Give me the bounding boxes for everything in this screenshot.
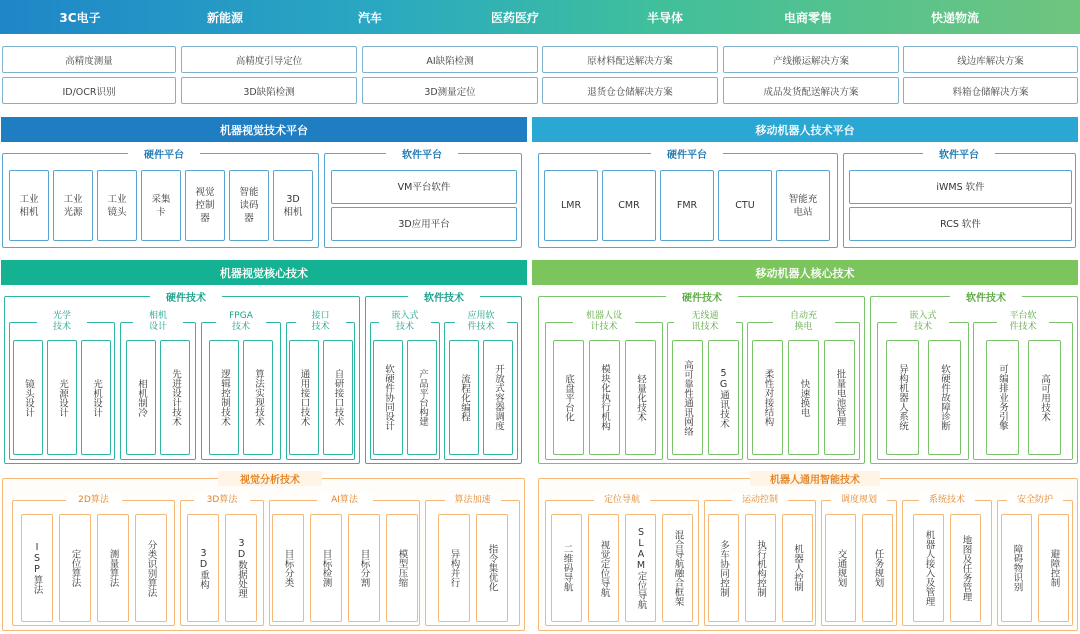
vision-analysis-item[interactable]: 测量算法 (97, 514, 129, 622)
vision-analysis-item[interactable]: 分类识别算法 (135, 514, 167, 622)
industry-header (0, 0, 1080, 34)
robot-intel-item[interactable]: 机器人接入及管理 (913, 514, 944, 622)
robot-intel-item[interactable]: 机器人控制 (782, 514, 813, 622)
robot-intel-item[interactable]: 混合导航融合框架 (662, 514, 693, 622)
iwms-software[interactable]: iWMS 软件 (849, 170, 1072, 204)
industry-new-energy[interactable]: 新能源 (206, 10, 243, 25)
robot-intel-item[interactable]: 任务规划 (862, 514, 893, 622)
vision-analysis-item[interactable]: 3D数据处理 (225, 514, 257, 622)
mr-software-platform-title: 软件平台 (923, 146, 995, 161)
mr-core-title: 移动机器人核心技术 (532, 260, 1078, 285)
solution-card[interactable]: 料箱仓储解决方案 (903, 77, 1078, 104)
vision-analysis-item[interactable]: 目标分类 (272, 514, 304, 622)
mv-core-hw-item[interactable]: 算法实现技术 (243, 340, 273, 455)
robot-intelligence-title: 机器人通用智能技术 (750, 471, 880, 486)
mr-core-sw-item[interactable]: 异构机器人系统 (886, 340, 919, 455)
robot-intel-item[interactable]: 地图及任务管理 (950, 514, 981, 622)
mv-core-hw-group-title: 接口 技术 (296, 310, 346, 334)
mv-hardware-item[interactable]: 工业 相机 (9, 170, 49, 241)
mr-core-sw-group-title: 平台软 件技术 (997, 310, 1049, 334)
mr-core-hw-item[interactable]: 高可靠性通讯网络 (672, 340, 703, 455)
mr-hardware-item[interactable]: CTU (718, 170, 772, 241)
mr-core-hw-group-title: 无线通 讯技术 (674, 310, 736, 334)
robot-intel-group-title: 定位导航 (594, 493, 650, 507)
mr-hardware-item[interactable]: LMR (544, 170, 598, 241)
mv-core-software-title: 软件技术 (408, 289, 480, 304)
industry-automotive[interactable]: 汽车 (357, 10, 382, 25)
mv-core-hw-item[interactable]: 相机制冷 (126, 340, 156, 455)
mr-core-hw-group-title: 自动充 换电 (773, 310, 835, 334)
mv-hardware-platform-title: 硬件平台 (128, 146, 200, 161)
vision-analysis-item[interactable]: ISP算法 (21, 514, 53, 622)
solution-card[interactable]: 退货仓仓储解决方案 (542, 77, 718, 104)
solution-card[interactable]: AI缺陷检测 (362, 46, 538, 73)
vision-analysis-group-title: 3D算法 (194, 493, 250, 507)
mv-core-sw-group-title: 应用软 件技术 (455, 310, 507, 334)
vision-analysis-item[interactable]: 3D重构 (187, 514, 219, 622)
mr-core-hw-item[interactable]: 柔性对接结构 (752, 340, 783, 455)
vision-analysis-title: 视觉分析技术 (218, 471, 322, 486)
robot-intel-item[interactable]: 避障控制 (1038, 514, 1069, 622)
mv-core-hw-item[interactable]: 自研接口技术 (323, 340, 353, 455)
mr-hardware-platform-title: 硬件平台 (651, 146, 723, 161)
mv-hardware-item[interactable]: 3D 相机 (273, 170, 313, 241)
vision-analysis-group-title: 2D算法 (66, 493, 122, 507)
vision-analysis-group-title: AI算法 (317, 493, 373, 507)
mv-core-sw-group-title: 嵌入式 技术 (379, 310, 431, 334)
mv-core-hw-item[interactable]: 通用接口技术 (289, 340, 319, 455)
mr-core-hw-group-title: 机器人设 计技术 (573, 310, 635, 334)
mv-core-hw-group-title: FPGA 技术 (216, 310, 266, 334)
robot-intel-item[interactable]: 交通规划 (825, 514, 856, 622)
mv-software-platform-title: 软件平台 (386, 146, 458, 161)
rcs-software[interactable]: RCS 软件 (849, 207, 1072, 241)
mv-hardware-item[interactable]: 视觉 控制 器 (185, 170, 225, 241)
vision-analysis-item[interactable]: 指令集优化 (476, 514, 508, 622)
robot-intel-group-title: 系统技术 (919, 493, 975, 507)
mr-hardware-item[interactable]: CMR (602, 170, 656, 241)
mr-core-software-title: 软件技术 (950, 289, 1022, 304)
mv-platform-title: 机器视觉技术平台 (1, 117, 527, 142)
vision-analysis-item[interactable]: 目标检测 (310, 514, 342, 622)
solution-card[interactable]: 3D测量定位 (362, 77, 538, 104)
vision-analysis-item[interactable]: 目标分割 (348, 514, 380, 622)
mr-core-hw-item[interactable]: 批量电池管理 (824, 340, 855, 455)
mr-core-sw-item[interactable]: 软硬件故障诊断 (928, 340, 961, 455)
mr-core-sw-item[interactable]: 高可用技术 (1028, 340, 1061, 455)
robot-intel-group-title: 调度规划 (831, 493, 887, 507)
solution-card[interactable]: 成品发货配送解决方案 (723, 77, 899, 104)
mr-core-hw-item[interactable]: 底盘平台化 (553, 340, 584, 455)
robot-intel-group-title: 安全防护 (1007, 493, 1063, 507)
mr-platform-title: 移动机器人技术平台 (532, 117, 1078, 142)
industry-logistics[interactable]: 快递物流 (930, 10, 979, 25)
mr-hardware-item[interactable]: 智能充 电站 (776, 170, 830, 241)
solution-card[interactable]: 线边库解决方案 (903, 46, 1078, 73)
robot-intel-item[interactable]: 执行机构控制 (745, 514, 776, 622)
mv-core-hw-item[interactable]: 逻辑控制技术 (209, 340, 239, 455)
solution-card[interactable]: 原材料配送解决方案 (542, 46, 718, 73)
mv-core-sw-item[interactable]: 软硬件协同设计 (373, 340, 403, 455)
mv-hardware-item[interactable]: 智能 读码 器 (229, 170, 269, 241)
mr-core-hardware-title: 硬件技术 (666, 289, 738, 304)
robot-intel-item[interactable]: 障碍物识别 (1001, 514, 1032, 622)
mv-hardware-item[interactable]: 采集 卡 (141, 170, 181, 241)
robot-intel-item[interactable]: 多车协同控制 (708, 514, 739, 622)
solution-card[interactable]: 3D缺陷检测 (181, 77, 357, 104)
solution-card[interactable]: 高精度引导定位 (181, 46, 357, 73)
mr-core-hw-item[interactable]: 模块化执行机构 (589, 340, 620, 455)
vision-analysis-item[interactable]: 定位算法 (59, 514, 91, 622)
mr-core-sw-group-title: 嵌入式 技术 (897, 310, 949, 334)
mv-core-hw-group-title: 相机 设计 (133, 310, 183, 334)
mv-core-hw-item[interactable]: 光源设计 (47, 340, 77, 455)
solution-card[interactable]: 高精度测量 (2, 46, 176, 73)
3d-application-platform[interactable]: 3D应用平台 (331, 207, 517, 241)
mr-core-hw-item[interactable]: 轻量化技术 (625, 340, 656, 455)
mr-core-sw-item[interactable]: 可编排业务引擎 (986, 340, 1019, 455)
solution-card[interactable]: ID/OCR识别 (2, 77, 176, 104)
mv-core-title: 机器视觉核心技术 (1, 260, 527, 285)
robot-intel-item[interactable]: 视觉定位导航 (588, 514, 619, 622)
mv-core-hw-group-title: 光学 技术 (37, 310, 87, 334)
industry-3c[interactable]: 3C电子 (59, 10, 101, 25)
mr-core-hw-item[interactable]: 5G通讯技术 (708, 340, 739, 455)
mv-core-hw-item[interactable]: 先进设计技术 (160, 340, 190, 455)
robot-intel-item[interactable]: 二维码导航 (551, 514, 582, 622)
robot-intel-item[interactable]: SLAM定位导航 (625, 514, 656, 622)
vision-analysis-item[interactable]: 模型压缩 (386, 514, 418, 622)
mr-hardware-item[interactable]: FMR (660, 170, 714, 241)
industry-ecommerce[interactable]: 电商零售 (783, 10, 832, 25)
solution-card[interactable]: 产线搬运解决方案 (723, 46, 899, 73)
mv-core-sw-item[interactable]: 产品平台构建 (407, 340, 437, 455)
mv-core-sw-item[interactable]: 流程化编程 (449, 340, 479, 455)
mv-core-sw-item[interactable]: 开放式容器调度 (483, 340, 513, 455)
mv-hardware-item[interactable]: 工业 镜头 (97, 170, 137, 241)
vision-analysis-item[interactable]: 异构并行 (438, 514, 470, 622)
industry-semiconductor[interactable]: 半导体 (646, 10, 683, 25)
mv-core-hardware-title: 硬件技术 (150, 289, 222, 304)
vm-platform-software[interactable]: VM平台软件 (331, 170, 517, 204)
mv-core-hw-item[interactable]: 镜头设计 (13, 340, 43, 455)
mv-core-hw-item[interactable]: 光机设计 (81, 340, 111, 455)
mv-hardware-item[interactable]: 工业 光源 (53, 170, 93, 241)
mr-core-hw-item[interactable]: 快速换电 (788, 340, 819, 455)
vision-analysis-group-title: 算法加速 (445, 493, 501, 507)
industry-medical[interactable]: 医药医疗 (490, 10, 539, 25)
robot-intel-group-title: 运动控制 (732, 493, 788, 507)
